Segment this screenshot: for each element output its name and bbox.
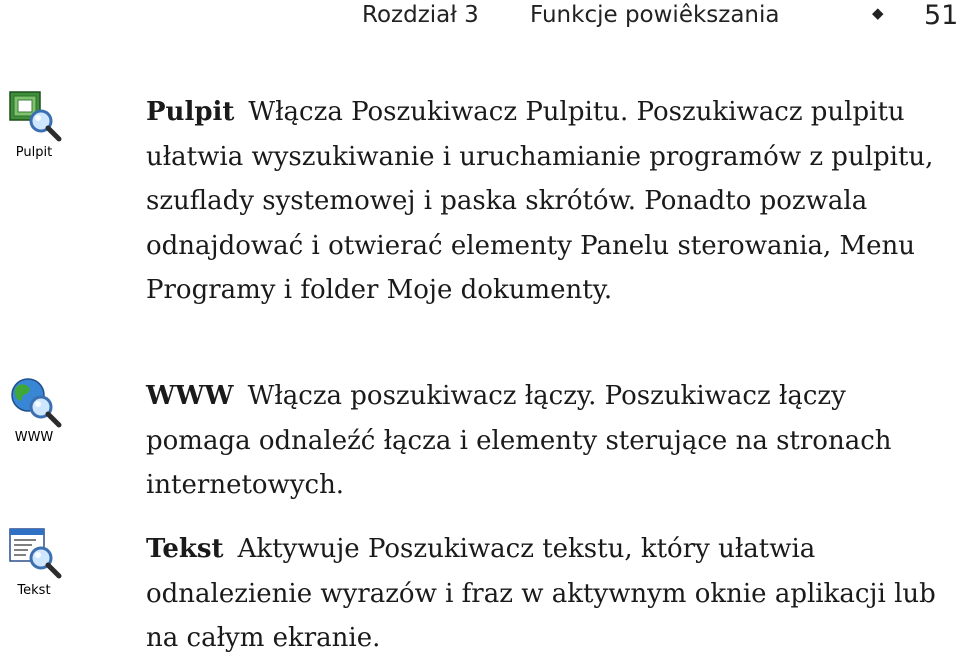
entry-paragraph bbox=[146, 374, 958, 508]
entry-term: Tekst bbox=[146, 534, 224, 564]
globe-search-icon bbox=[8, 376, 64, 456]
chapter-label: Rozdział 3 bbox=[362, 2, 479, 28]
entry-text: Aktywuje Poszukiwacz tekstu, który ułatwia odnalezienie wyrazów i fraz w aktywnym oknie aplikacji lub na całym ekranie. bbox=[146, 534, 936, 653]
chapter-title: Funkcje powiêkszania bbox=[530, 2, 780, 28]
entry-text: Włącza poszukiwacz łączy. Poszukiwacz łączy pomaga odnaleźć łącza i elementy sterujące na stronach internetowych. bbox=[146, 381, 892, 500]
desktop-search-icon bbox=[8, 90, 64, 170]
entry-term: WWW bbox=[146, 381, 234, 411]
icon-label: Tekst bbox=[17, 583, 51, 598]
entry-paragraph bbox=[146, 90, 958, 313]
entry-text: Włącza Poszukiwacz Pulpitu. Poszukiwacz pulpitu ułatwia wyszukiwanie i uruchamianie programów z pulpitu, szuflady systemowej i paska skrótów. Ponadto pozwala odnajdować i otwierać elementy Panelu sterowania, Menu Programy i folder Moje dokumenty. bbox=[146, 97, 934, 305]
icon-label: WWW bbox=[14, 430, 54, 445]
icon-label: Pulpit bbox=[15, 145, 53, 160]
page-number: 51 bbox=[924, 0, 959, 31]
page-header bbox=[0, 0, 960, 32]
diamond-bullet-icon: ◆ bbox=[872, 4, 884, 22]
entry-term: Pulpit bbox=[146, 97, 235, 127]
text-search-icon bbox=[8, 527, 64, 607]
entry-paragraph bbox=[146, 527, 958, 661]
